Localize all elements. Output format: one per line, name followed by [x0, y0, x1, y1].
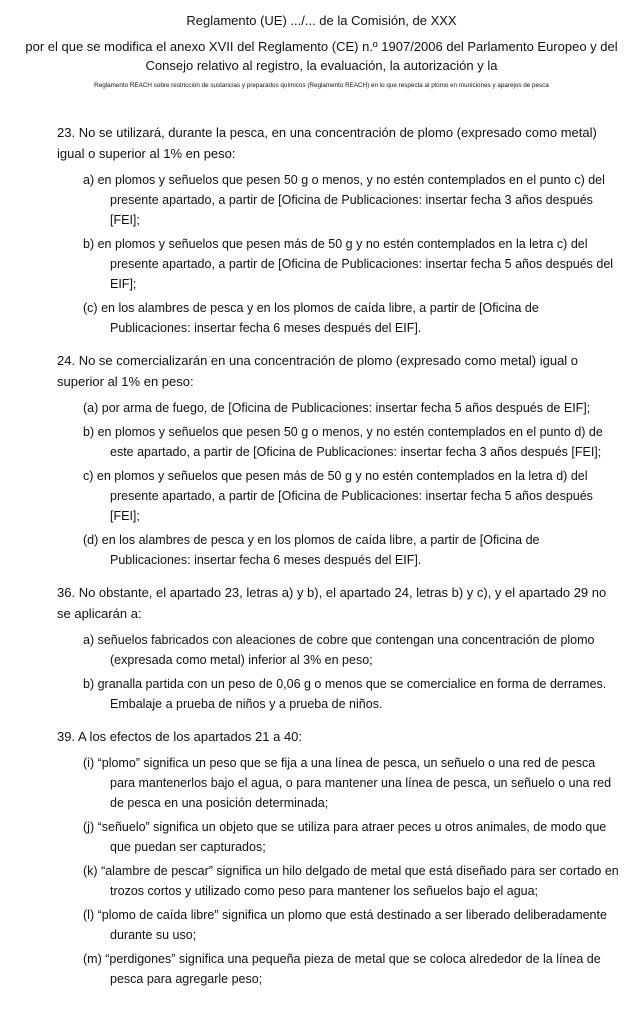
item-letter: (l) [83, 908, 95, 922]
document-subtitle: por el que se modifica el anexo XVII del Reglamento (CE) n.º 1907/2006 del Parlamento Europeo y del Consejo relativo al registro, la evaluación, la autorización y la [25, 39, 618, 73]
document-title: Reglamento (UE) .../... de la Comisión, de XXX [186, 13, 457, 28]
list-item [0, 170, 643, 230]
item-letter: a) [83, 173, 95, 187]
list-item [0, 530, 643, 570]
article-number: 23. [57, 125, 76, 140]
list-item [0, 905, 643, 945]
article-intro-text: A los efectos de los apartados 21 a 40: [77, 729, 303, 744]
list-item [0, 753, 643, 813]
list-item [0, 234, 643, 294]
article-24 [0, 350, 643, 570]
article-items [0, 630, 643, 714]
list-item [0, 422, 643, 462]
article-number: 36. [57, 585, 76, 600]
item-text: en los alambres de pesca y en los plomos de caída libre, a partir de [Oficina de Publicaciones: insertar fecha 6 meses después del EIF]. [101, 533, 540, 567]
item-text: en los alambres de pesca y en los plomos de caída libre, a partir de [Oficina de Publicaciones: insertar fecha 6 meses después del EIF]. [101, 301, 539, 335]
item-letter: (i) [83, 756, 95, 770]
item-letter: (c) [83, 301, 98, 315]
item-letter: b) [83, 425, 95, 439]
item-letter: (d) [83, 533, 99, 547]
list-item [0, 861, 643, 901]
item-letter: b) [83, 237, 95, 251]
list-item [0, 630, 643, 670]
item-letter: a) [83, 633, 95, 647]
item-letter: (j) [83, 820, 95, 834]
item-text: “perdigones” significa una pequeña pieza de metal que se coloca alrededor de la línea de pesca para agregarle peso; [105, 952, 601, 986]
list-item [0, 298, 643, 338]
item-letter: c) [83, 469, 94, 483]
article-items [0, 398, 643, 570]
item-text: señuelos fabricados con aleaciones de cobre que contengan una concentración de plomo (expresada como metal) inferior al 3% en peso; [97, 633, 595, 667]
article-intro-text: No se comercializarán en una concentración de plomo (expresado como metal) igual o superior al 1% en peso: [57, 353, 579, 389]
item-text: “plomo” significa un peso que se fija a una línea de pesca, un señuelo o una red de pesca para mantenerlos bajo el agua, o para mantener una línea de pesca, un señuelo o una red de pesca en una posición determinada; [97, 756, 612, 810]
list-item [0, 674, 643, 714]
list-item [0, 398, 643, 418]
item-text: por arma de fuego, de [Oficina de Publicaciones: insertar fecha 5 años después de EIF]; [101, 401, 591, 415]
article-intro [0, 122, 643, 164]
item-letter: (m) [83, 952, 102, 966]
item-text: en plomos y señuelos que pesen más de 50 g y no estén contemplados en la letra d) del presente apartado, a partir de [Oficina de Publicaciones: insertar fecha 5 años después [FEI]; [96, 469, 593, 523]
article-intro [0, 582, 643, 624]
list-item [0, 817, 643, 857]
item-text: en plomos y señuelos que pesen 50 g o menos, y no estén contemplados en el punto c) del presente apartado, a partir de [Oficina de Publicaciones: insertar fecha 3 años después [FEI]; [97, 173, 605, 227]
item-text: en plomos y señuelos que pesen 50 g o menos, y no estén contemplados en el punto d) de este apartado, a partir de [Oficina de Publicaciones: insertar fecha 3 años después [FEI]; [97, 425, 603, 459]
document-small-note: Reglamento REACH sobre restricción de sustancias y preparados químicos (Reglamento REACH) en lo que respecta al plomo en municiones y aparejos de pesca [94, 82, 549, 89]
article-number: 24. [57, 353, 76, 368]
article-intro [0, 350, 643, 392]
document-header [0, 0, 643, 90]
document-body [0, 122, 643, 1001]
article-36 [0, 582, 643, 714]
article-intro-text: No obstante, el apartado 23, letras a) y b), el apartado 24, letras b) y c), y el apartado 29 no se aplicarán a: [57, 585, 607, 621]
item-text: “alambre de pescar” significa un hilo delgado de metal que está diseñado para ser cortado en trozos cortos y utilizado como peso para mantener los señuelos bajo el agua; [101, 864, 619, 898]
article-intro [0, 726, 643, 747]
item-text: “plomo de caída libre” significa un plomo que está destinado a ser liberado deliberadamente durante su uso; [97, 908, 607, 942]
article-intro-text: No se utilizará, durante la pesca, en una concentración de plomo (expresado como metal) igual o superior al 1% en peso: [57, 125, 597, 161]
article-items [0, 753, 643, 989]
article-39 [0, 726, 643, 989]
item-text: “señuelo” significa un objeto que se utiliza para atraer peces u otros animales, de modo que que puedan ser capturados; [97, 820, 607, 854]
item-text: granalla partida con un peso de 0,06 g o menos que se comercialice en forma de derrames. Embalaje a prueba de niños y a prueba de niños. [97, 677, 607, 711]
list-item [0, 949, 643, 989]
article-items [0, 170, 643, 338]
item-letter: (k) [83, 864, 98, 878]
article-number: 39. [57, 729, 76, 744]
item-letter: (a) [83, 401, 99, 415]
item-letter: b) [83, 677, 95, 691]
list-item [0, 466, 643, 526]
item-text: en plomos y señuelos que pesen más de 50 g y no estén contemplados en la letra c) del presente apartado, a partir de [Oficina de Publicaciones: insertar fecha 5 años después del EIF]; [97, 237, 614, 291]
article-23 [0, 122, 643, 338]
